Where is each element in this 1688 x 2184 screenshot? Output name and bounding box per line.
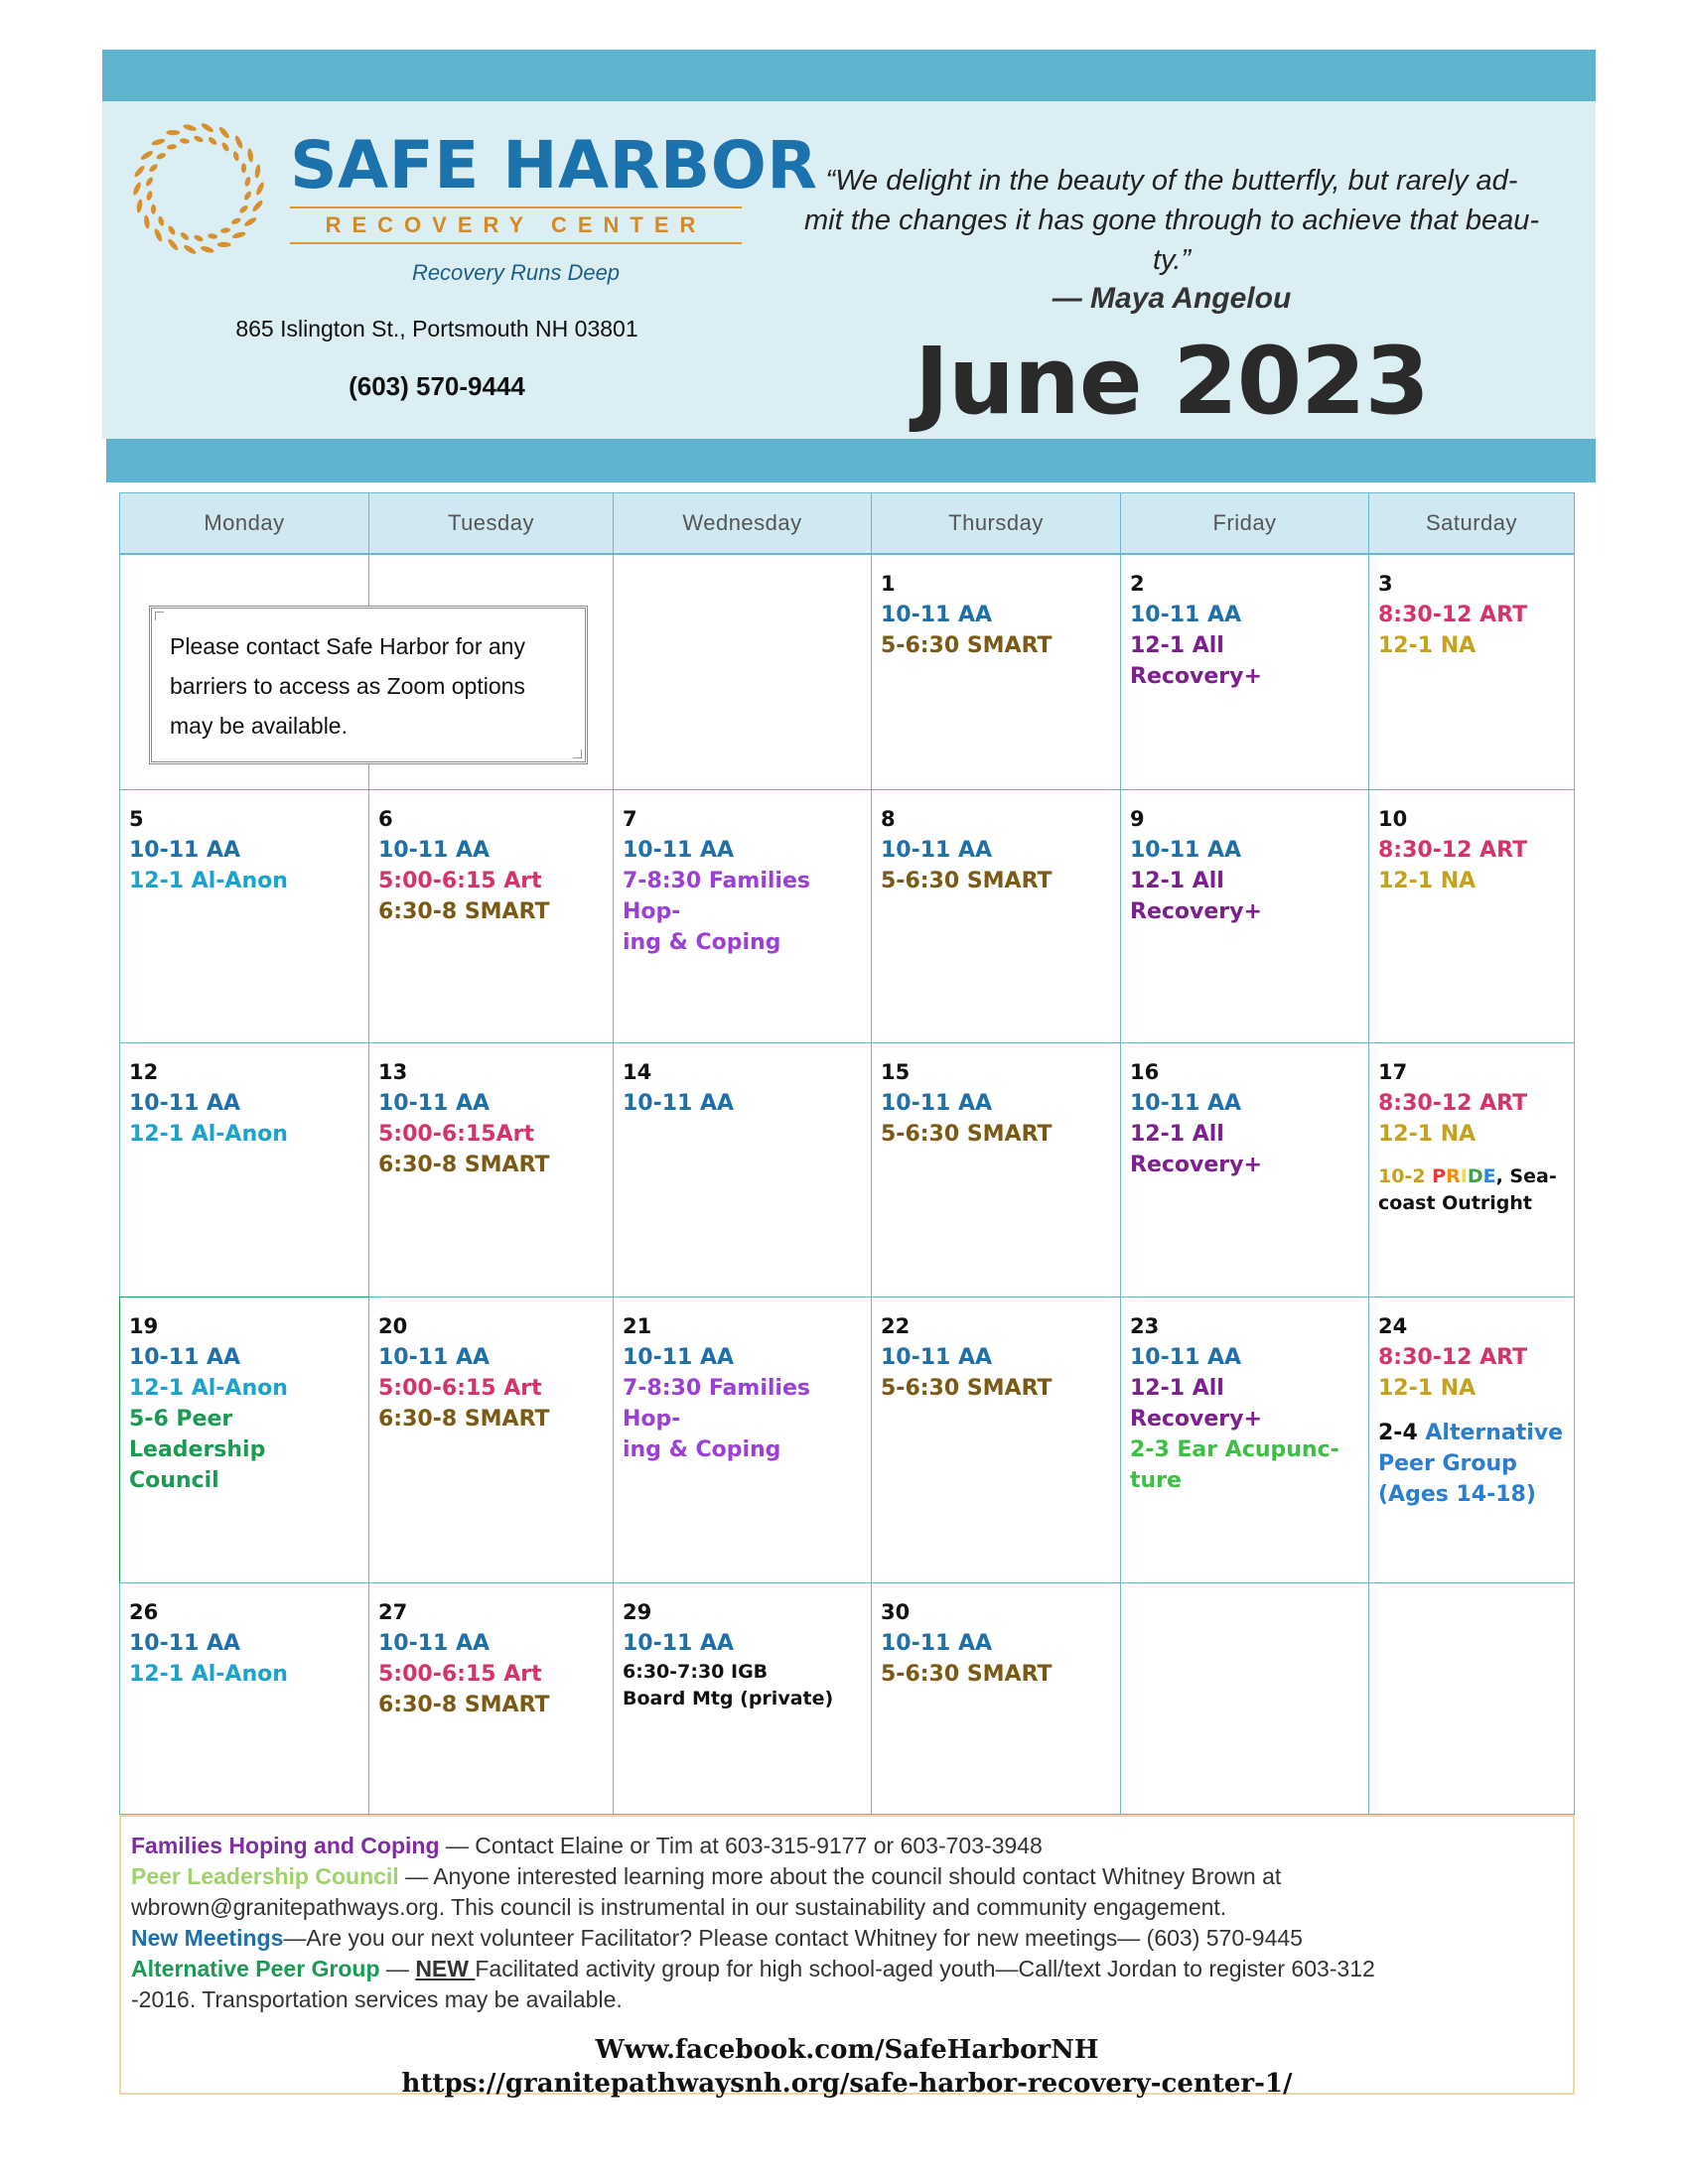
day-cell-19[interactable] [119, 1297, 369, 1583]
logo-fish-mark [153, 227, 163, 242]
notice-line: Please contact Safe Harbor for any [170, 633, 525, 659]
logo-fish-mark [183, 123, 198, 132]
day-cell-15[interactable] [871, 1042, 1121, 1297]
event-item: 5-6:30 SMART [881, 1662, 1053, 1687]
day-cell-20[interactable] [368, 1297, 614, 1583]
day-number: 30 [881, 1600, 911, 1624]
peer-text-2: wbrown@granitepathways.org. This council is instrumental in our sustainability and community engagement. [131, 1894, 1227, 1920]
day-number: 10 [1378, 807, 1408, 831]
month-title: June 2023 [914, 328, 1429, 436]
logo-fish-mark [145, 176, 155, 187]
quote-line: mit the changes it has gone through to achieve that beau- [804, 205, 1539, 236]
header-bottom-bar [106, 439, 1596, 482]
logo-fish-mark [151, 138, 166, 147]
logo-fish-mark [167, 224, 177, 235]
alt-group-text-2: -2016. Transportation services may be available. [131, 1986, 623, 2012]
safe-harbor-logo-icon [119, 109, 278, 268]
event-item: 5:00-6:15 Art [378, 1376, 542, 1401]
notice-line: barriers to access as Zoom options [170, 673, 525, 699]
spacer [1378, 1150, 1565, 1163]
logo-fish-mark [230, 216, 241, 225]
day-cell-27[interactable] [368, 1582, 614, 1815]
zoom-notice [149, 606, 588, 764]
facebook-link[interactable]: Www.facebook.com/SafeHarborNH [595, 2035, 1099, 2065]
event-item: 10-11 AA [1130, 1345, 1242, 1370]
logo-fish-mark [241, 163, 246, 173]
event-item: Council [129, 1468, 219, 1493]
day-number: 23 [1130, 1314, 1160, 1338]
day-cell-9[interactable] [1120, 789, 1369, 1043]
pride-letter: I [1460, 1165, 1468, 1187]
event-item: Peer Group [1378, 1451, 1517, 1476]
day-number: 13 [378, 1060, 408, 1084]
event-item: 10-11 AA [129, 1345, 241, 1370]
logo-fish-mark [166, 130, 180, 135]
header-top-bar [102, 50, 1596, 101]
day-number: 29 [623, 1600, 652, 1624]
quote-line: “We delight in the beauty of the butterfly, but rarely ad- [825, 165, 1518, 197]
logo-fish-mark [244, 176, 252, 187]
event-time: 10-2 [1378, 1165, 1433, 1187]
logo-fish-mark [157, 215, 165, 226]
event-time: 2-4 [1378, 1421, 1426, 1445]
event-item: 10-11 AA [881, 1631, 993, 1656]
day-cell-1[interactable] [871, 554, 1121, 790]
event-item: 5-6:30 SMART [881, 869, 1053, 893]
logo-fish-mark [167, 144, 178, 150]
day-number: 17 [1378, 1060, 1408, 1084]
event-item: 10-11 AA [129, 838, 241, 863]
event-item: 12-1 Al-Anon [129, 1662, 288, 1687]
day-header-thursday: Thursday [871, 492, 1121, 554]
brand-name: SAFE HARBOR [290, 127, 818, 204]
logo-fish-mark [220, 141, 230, 152]
day-number: 19 [129, 1314, 159, 1338]
alt-group-label: Alternative Peer Group [131, 1956, 380, 1981]
day-number: 16 [1130, 1060, 1160, 1084]
logo-fish-mark [133, 165, 146, 179]
day-header-friday: Friday [1120, 492, 1369, 554]
day-header-tuesday: Tuesday [368, 492, 614, 554]
day-cell-10[interactable] [1368, 789, 1575, 1043]
event-item: 10-11 AA [1130, 838, 1242, 863]
tagline: Recovery Runs Deep [411, 260, 621, 285]
pride-letter: R [1446, 1165, 1461, 1187]
event-item: 12-1 Al-Anon [129, 1122, 288, 1147]
day-number: 6 [378, 807, 393, 831]
logo-fish-mark [233, 135, 243, 150]
day-cell-24[interactable] [1368, 1297, 1575, 1583]
logo-fish-mark [183, 243, 198, 255]
day-header-wednesday: Wednesday [613, 492, 872, 554]
day-number: 22 [881, 1314, 911, 1338]
day-number: 20 [378, 1314, 408, 1338]
event-item: 8:30-12 ART [1378, 603, 1528, 627]
event-item: 10-11 AA [623, 1631, 735, 1656]
event-item: 10-11 AA [1130, 1091, 1242, 1116]
day-cell-30[interactable] [871, 1582, 1121, 1815]
day-number: 1 [881, 572, 896, 596]
logo-fish-mark [146, 191, 154, 202]
alt-group-text: Facilitated activity group for high school-aged youth—Call/text Jordan to register 603-312 [475, 1956, 1375, 1981]
logo-fish-mark [201, 122, 215, 134]
logo-fish-mark [179, 231, 190, 242]
event-item: 10-11 AA [378, 1345, 491, 1370]
event-item: 10-11 AA [378, 1631, 491, 1656]
day-header-saturday: Saturday [1368, 492, 1575, 554]
spacer [1378, 1404, 1565, 1418]
alt-dash: — [379, 1956, 416, 1981]
day-cell-17[interactable] [1368, 1042, 1575, 1297]
day-number: 7 [623, 807, 637, 831]
quote [774, 161, 1569, 280]
day-cell-29[interactable] [613, 1582, 872, 1815]
day-number: 3 [1378, 572, 1393, 596]
event-item: 12-1 All Recovery+ [1130, 1122, 1262, 1177]
event-pride-seacoast [1378, 1163, 1565, 1190]
event-item: 7-8:30 Families Hop- [623, 1376, 810, 1432]
event-item: 12-1 Al-Anon [129, 1376, 288, 1401]
event-item: ture [1130, 1468, 1182, 1493]
day-cell-14[interactable] [613, 1042, 872, 1297]
logo-fish-mark [143, 214, 150, 229]
logo-fish-mark [217, 242, 231, 247]
event-item: 6:30-8 SMART [378, 1407, 550, 1432]
logo-fish-mark [232, 151, 240, 162]
event-item: 12-1 NA [1378, 1376, 1477, 1401]
day-cell-3[interactable] [1368, 554, 1575, 790]
event-item: 10-11 AA [623, 838, 735, 863]
event-item: 10-11 AA [129, 1091, 241, 1116]
event-item: coast Outright [1378, 1192, 1532, 1214]
logo-fish-mark [247, 148, 254, 163]
day-cell-empty [1120, 1582, 1369, 1815]
event-item: 2-3 Ear Acupunc- [1130, 1437, 1339, 1462]
event-item: (Ages 14-18) [1378, 1482, 1536, 1507]
pride-letter: E [1482, 1165, 1496, 1187]
logo-fish-mark [151, 205, 156, 214]
day-cell-6[interactable] [368, 789, 614, 1043]
day-cell-2[interactable] [1120, 554, 1369, 790]
logo-fish-mark [180, 138, 191, 145]
quote-author: — Maya Angelou [1052, 282, 1292, 315]
event-item: 7-8:30 Families Hop- [623, 869, 810, 924]
logo-fish-mark [251, 199, 264, 212]
day-number: 24 [1378, 1314, 1408, 1338]
event-item: ing & Coping [623, 930, 781, 955]
footer-families [131, 1831, 1563, 1861]
new-meetings-label: New Meetings [131, 1925, 284, 1951]
logo-fish-mark [217, 126, 230, 140]
new-meetings-text: —Are you our next volunteer Facilitator? Please contact Whitney for new meetings— (603) 570-9445 [283, 1925, 1303, 1951]
logo-fish-mark [167, 237, 180, 251]
phone-number: (603) 570-9444 [349, 371, 525, 401]
logo-fish-mark [136, 199, 143, 213]
event-item: 10-11 AA [881, 603, 993, 627]
brand-rule-bottom [290, 242, 742, 244]
event-alternative-peer-group [1378, 1418, 1565, 1448]
quote-line: ty.” [1152, 244, 1192, 276]
pride-letter: P [1432, 1165, 1447, 1187]
event-text: , Sea- [1495, 1165, 1557, 1187]
logo-fish-mark [200, 245, 214, 254]
brand-subtitle: RECOVERY CENTER [325, 212, 707, 237]
day-number: 27 [378, 1600, 408, 1624]
new-tag: NEW [415, 1956, 476, 1981]
event-item: 10-11 AA [623, 1091, 735, 1116]
event-item: 12-1 NA [1378, 869, 1477, 893]
notice-line: may be available. [170, 713, 348, 739]
logo-fish-mark [220, 227, 231, 233]
day-header-monday: Monday [119, 492, 369, 554]
logo-fish-mark [156, 152, 167, 161]
event-item: 10-11 AA [881, 838, 993, 863]
day-cell-7[interactable] [613, 789, 872, 1043]
day-cell-empty [1368, 1582, 1575, 1815]
event-item: 5:00-6:15 Art [378, 1662, 542, 1687]
day-cell-8[interactable] [871, 789, 1121, 1043]
logo-fish-mark [254, 164, 261, 179]
event-item: 6:30-7:30 IGB [623, 1661, 769, 1683]
day-number: 14 [623, 1060, 652, 1084]
event-item: 5-6:30 SMART [881, 1122, 1053, 1147]
day-number: 5 [129, 807, 144, 831]
event-item: 6:30-8 SMART [378, 1153, 550, 1177]
event-item: 10-11 AA [378, 1091, 491, 1116]
event-item: 6:30-8 SMART [378, 1693, 550, 1717]
event-item: 8:30-12 ART [1378, 1091, 1528, 1116]
day-cell-26[interactable] [119, 1582, 369, 1815]
logo-fish-mark [132, 182, 143, 197]
logo-fish-mark [193, 234, 204, 243]
peer-label: Peer Leadership Council [131, 1863, 399, 1889]
families-text: — Contact Elaine or Tim at 603-315-9177 or 603-703-3948 [439, 1833, 1043, 1858]
event-item: 10-11 AA [129, 1631, 241, 1656]
event-item: 5-6:30 SMART [881, 1376, 1053, 1401]
day-number: 8 [881, 807, 896, 831]
event-item: 10-11 AA [881, 1091, 993, 1116]
event-item: 12-1 All Recovery+ [1130, 633, 1262, 689]
event-item: 12-1 All Recovery+ [1130, 1376, 1262, 1432]
brand-rule-top [290, 206, 742, 208]
logo-fish-mark [238, 205, 249, 214]
event-item: 5:00-6:15Art [378, 1122, 534, 1147]
peer-text: — Anyone interested learning more about the council should contact Whitney Brown at [398, 1863, 1282, 1889]
event-item: 12-1 NA [1378, 633, 1477, 658]
event-item: 5-6:30 SMART [881, 633, 1053, 658]
day-number: 12 [129, 1060, 159, 1084]
event-item: Board Mtg (private) [623, 1688, 834, 1709]
event-text: Alternative [1425, 1421, 1564, 1445]
day-cell-16[interactable] [1120, 1042, 1369, 1297]
day-cell-21[interactable] [613, 1297, 872, 1583]
event-item: 5-6 Peer Leadership [129, 1407, 266, 1462]
logo-fish-mark [243, 191, 253, 202]
logo-fish-mark [140, 150, 155, 162]
day-number: 26 [129, 1600, 159, 1624]
event-item: 6:30-8 SMART [378, 899, 550, 924]
day-number: 2 [1130, 572, 1145, 596]
day-cell-13[interactable] [368, 1042, 614, 1297]
day-number: 15 [881, 1060, 911, 1084]
event-item: 8:30-12 ART [1378, 838, 1528, 863]
address: 865 Islington St., Portsmouth NH 03801 [235, 316, 638, 341]
event-item: 5:00-6:15 Art [378, 869, 542, 893]
families-label: Families Hoping and Coping [131, 1833, 440, 1858]
event-item: ing & Coping [623, 1437, 781, 1462]
day-cell-empty [613, 554, 872, 790]
logo-fish-mark [243, 216, 258, 228]
event-item: 10-11 AA [881, 1345, 993, 1370]
day-cell-5[interactable] [119, 789, 369, 1043]
website-link[interactable]: https://granitepathwaysnh.org/safe-harbor-recovery-center-1/ [401, 2069, 1293, 2099]
logo-fish-mark [193, 135, 204, 144]
logo-fish-mark [208, 136, 218, 147]
event-item: 10-11 AA [623, 1345, 735, 1370]
event-item: 12-1 All Recovery+ [1130, 869, 1262, 924]
day-cell-22[interactable] [871, 1297, 1121, 1583]
footer-info [119, 1815, 1575, 2099]
day-cell-12[interactable] [119, 1042, 369, 1297]
day-cell-23[interactable] [1120, 1297, 1369, 1583]
footer-alt-group [131, 1954, 1563, 1984]
logo-fish-mark [231, 230, 246, 239]
pride-letter: D [1467, 1165, 1483, 1187]
footer-new-meetings [131, 1923, 1563, 1954]
footer-peer [131, 1861, 1563, 1892]
day-number: 21 [623, 1314, 652, 1338]
event-item: 12-1 Al-Anon [129, 869, 288, 893]
event-item: 8:30-12 ART [1378, 1345, 1528, 1370]
logo-fish-mark [208, 233, 218, 240]
event-item: 10-11 AA [378, 838, 491, 863]
logo-fish-mark [148, 163, 159, 173]
day-number: 9 [1130, 807, 1145, 831]
event-item: 12-1 NA [1378, 1122, 1477, 1147]
logo-fish-mark [255, 182, 266, 197]
event-item: 10-11 AA [1130, 603, 1242, 627]
